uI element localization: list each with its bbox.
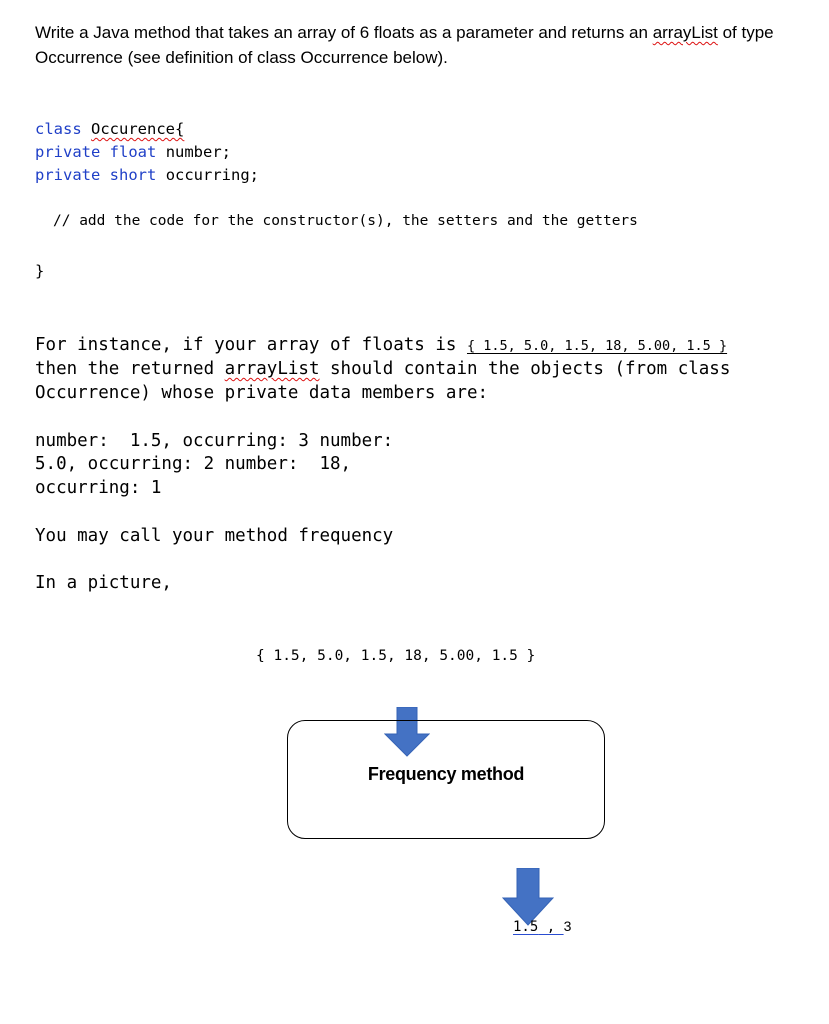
result-line-3: occurring: 1 bbox=[35, 478, 162, 498]
question-arraylist-word: arrayList bbox=[652, 23, 718, 42]
frequency-method-label: Frequency method bbox=[367, 764, 525, 784]
result-line-1: number: 1.5, occurring: 3 number: bbox=[35, 431, 394, 451]
code-comment: // add the code for the constructor(s), the setters and the getters bbox=[53, 213, 638, 229]
question-intro-part2: of type Occurrence (see definition of class Occurrence below). bbox=[35, 23, 774, 67]
class-name: Occurence{ bbox=[91, 120, 185, 138]
example-line-2 bbox=[35, 357, 730, 381]
diagram-input-array: { 1.5, 5.0, 1.5, 18, 5.00, 1.5 } bbox=[256, 648, 536, 664]
output-separator: , bbox=[538, 919, 564, 935]
example-line-2-prefix: then the returned bbox=[35, 359, 225, 379]
example-line-1 bbox=[35, 333, 727, 358]
code-field-number bbox=[35, 141, 231, 164]
keyword-class: class bbox=[35, 120, 82, 138]
keyword-private: private bbox=[35, 166, 101, 184]
code-closing-brace: } bbox=[35, 262, 45, 280]
example-line-1-prefix: For instance, if your array of floats is bbox=[35, 335, 467, 355]
output-number: 1.5 bbox=[513, 919, 539, 935]
keyword-float: float bbox=[109, 143, 157, 161]
question-text bbox=[35, 20, 795, 70]
method-hint: You may call your method frequency bbox=[35, 526, 394, 546]
picture-intro: In a picture, bbox=[35, 573, 172, 593]
field-occurring: occurring; bbox=[165, 166, 260, 184]
example-arraylist-word: arrayList bbox=[224, 359, 320, 379]
code-field-occurring bbox=[35, 164, 259, 187]
example-line-2-suffix: should contain the objects (from class bbox=[319, 359, 731, 379]
field-number: number; bbox=[165, 143, 232, 161]
keyword-short: short bbox=[109, 166, 157, 184]
output-count: 3 bbox=[563, 918, 572, 934]
keyword-private: private bbox=[35, 143, 101, 161]
example-line-3: Occurrence) whose private data members are: bbox=[35, 383, 489, 403]
example-array: { 1.5, 5.0, 1.5, 18, 5.00, 1.5 } bbox=[466, 338, 728, 354]
question-intro-part1: Write a Java method that takes an array of 6 floats as a parameter and returns an bbox=[35, 23, 653, 42]
code-class-line bbox=[35, 118, 184, 141]
result-line-2: 5.0, occurring: 2 number: 18, bbox=[35, 454, 352, 474]
frequency-method-box bbox=[287, 720, 605, 839]
diagram-output bbox=[513, 918, 571, 936]
